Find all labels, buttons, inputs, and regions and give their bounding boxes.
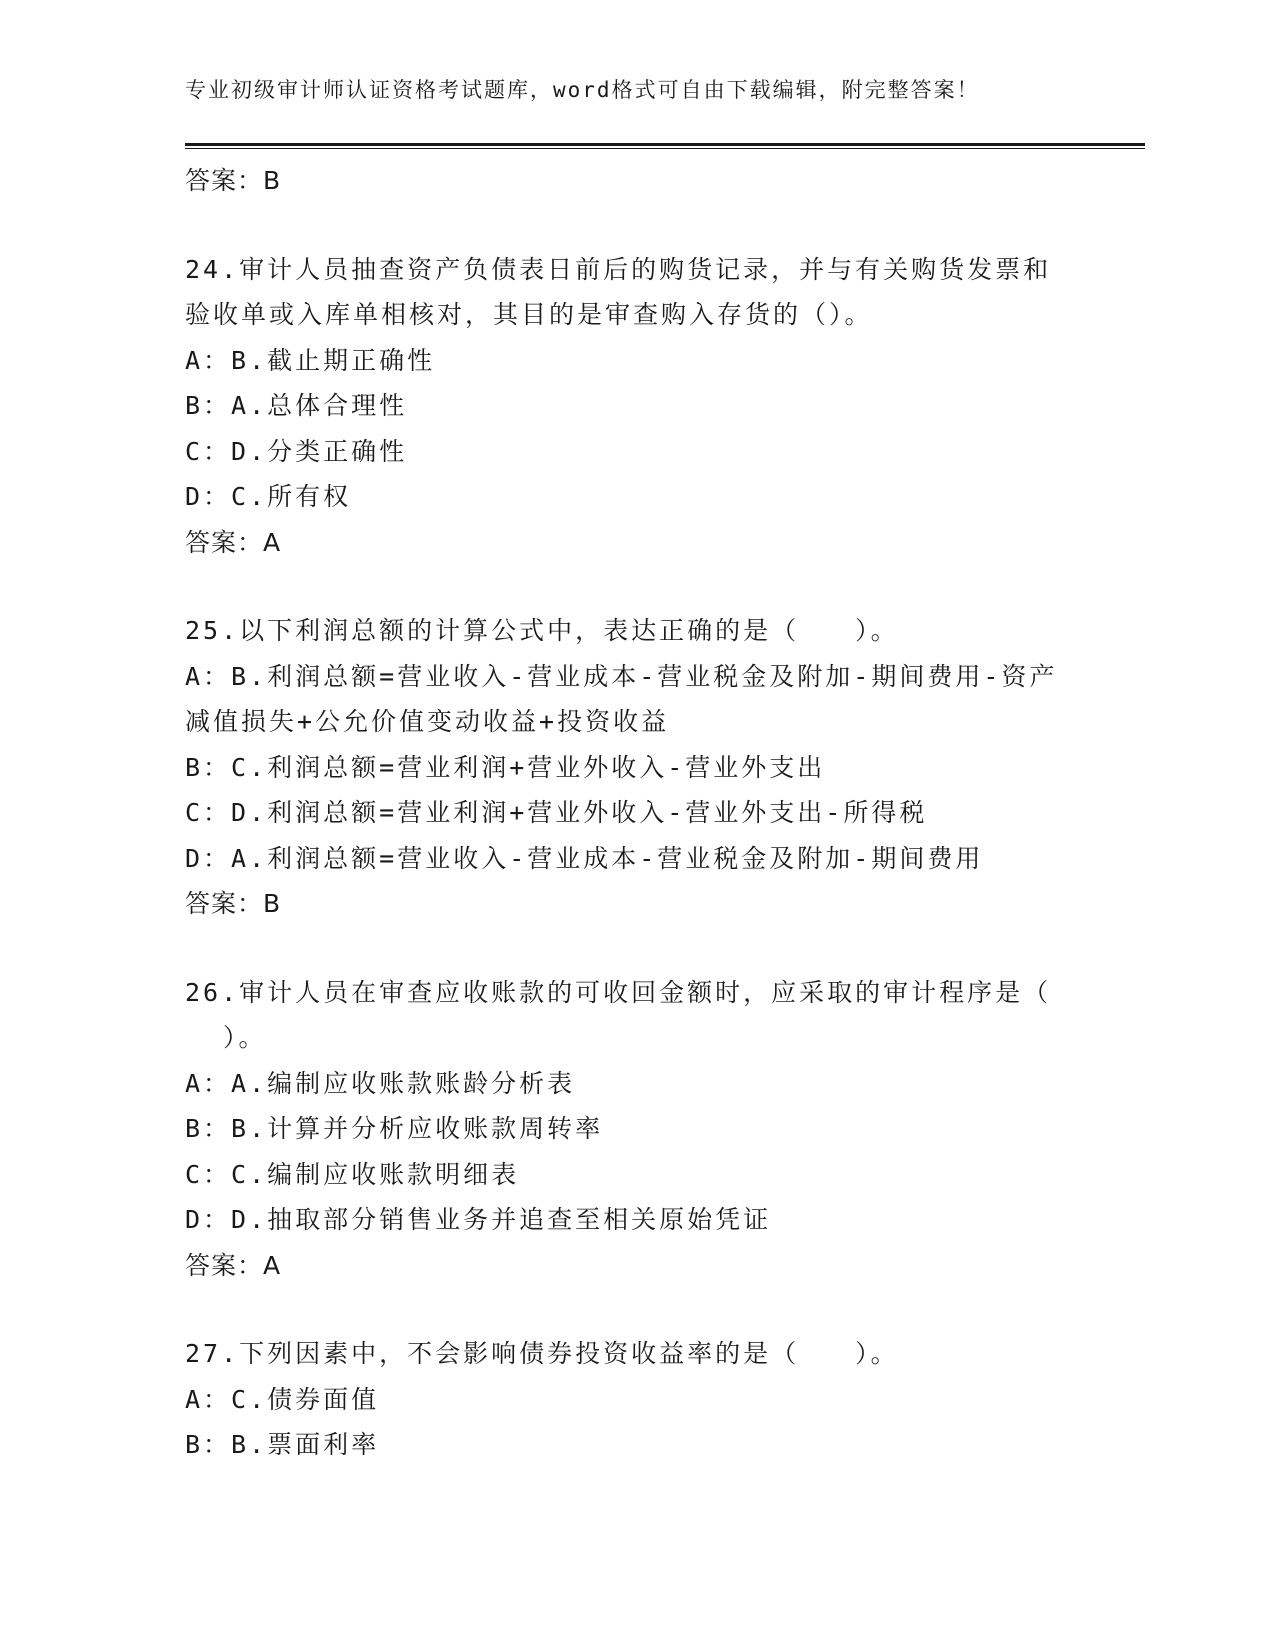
question-26 — [185, 970, 1085, 1289]
question-26-option-c: C：C.编制应收账款明细表 — [185, 1159, 520, 1189]
question-25-option-d: D：A.利润总额=营业收入-营业成本-营业税金及附加-期间费用 — [185, 843, 984, 873]
previous-answer: 答案：B — [185, 166, 282, 195]
question-26-answer: 答案：A — [185, 1250, 282, 1280]
question-content — [185, 158, 1085, 1468]
question-25-option-a-line2: 减值损失+公允价值变动收益+投资收益 — [185, 707, 670, 736]
spacer — [185, 204, 1085, 247]
page-header: 专业初级审计师认证资格考试题库，word格式可自由下载编辑，附完整答案！ — [185, 78, 980, 102]
question-24-option-a: A：B.截止期正确性 — [185, 345, 436, 375]
spacer — [185, 1288, 1085, 1331]
header-rule-thick — [185, 143, 1145, 146]
question-26-option-a: A：A.编制应收账款账龄分析表 — [185, 1068, 576, 1098]
question-25-option-c: C：D.利润总额=营业利润+营业外收入-营业外支出-所得税 — [185, 798, 928, 827]
question-24-stem-line1: 24.审计人员抽查资产负债表日前后的购货记录，并与有关购货发票和 — [185, 254, 1052, 284]
question-24 — [185, 247, 1085, 566]
question-24-answer: 答案：A — [185, 527, 282, 557]
question-24-option-c: C：D.分类正确性 — [185, 436, 408, 466]
question-24-option-d: D：C.所有权 — [185, 482, 352, 511]
question-26-option-b: B：B.计算并分析应收账款周转率 — [185, 1114, 604, 1143]
question-26-stem-line1: 26.审计人员在审查应收账款的可收回金额时，应采取的审计程序是（ — [185, 977, 1052, 1007]
question-27 — [185, 1331, 1085, 1468]
question-24-option-b: B：A.总体合理性 — [185, 391, 408, 420]
question-25-answer: 答案：B — [185, 889, 282, 918]
spacer — [185, 565, 1085, 608]
question-27-option-a: A：C.债券面值 — [185, 1384, 380, 1414]
header-rule-thin — [185, 148, 1145, 149]
question-26-option-d: D：D.抽取部分销售业务并追查至相关原始凭证 — [185, 1205, 772, 1234]
spacer — [185, 927, 1085, 970]
question-25-option-b: B：C.利润总额=营业利润+营业外收入-营业外支出 — [185, 752, 826, 782]
question-26-stem-line2: ）。 — [223, 1023, 267, 1052]
question-24-stem-line2: 验收单或入库单相核对，其目的是审查购入存货的（）。 — [185, 300, 873, 329]
question-27-stem: 27.下列因素中，不会影响债券投资收益率的是（ ）。 — [185, 1339, 899, 1368]
question-25 — [185, 608, 1085, 927]
question-25-stem: 25.以下利润总额的计算公式中，表达正确的是（ ）。 — [185, 616, 899, 645]
question-25-option-a-line1: A：B.利润总额=营业收入-营业成本-营业税金及附加-期间费用-资产 — [185, 661, 1058, 691]
question-27-option-b: B：B.票面利率 — [185, 1430, 380, 1459]
